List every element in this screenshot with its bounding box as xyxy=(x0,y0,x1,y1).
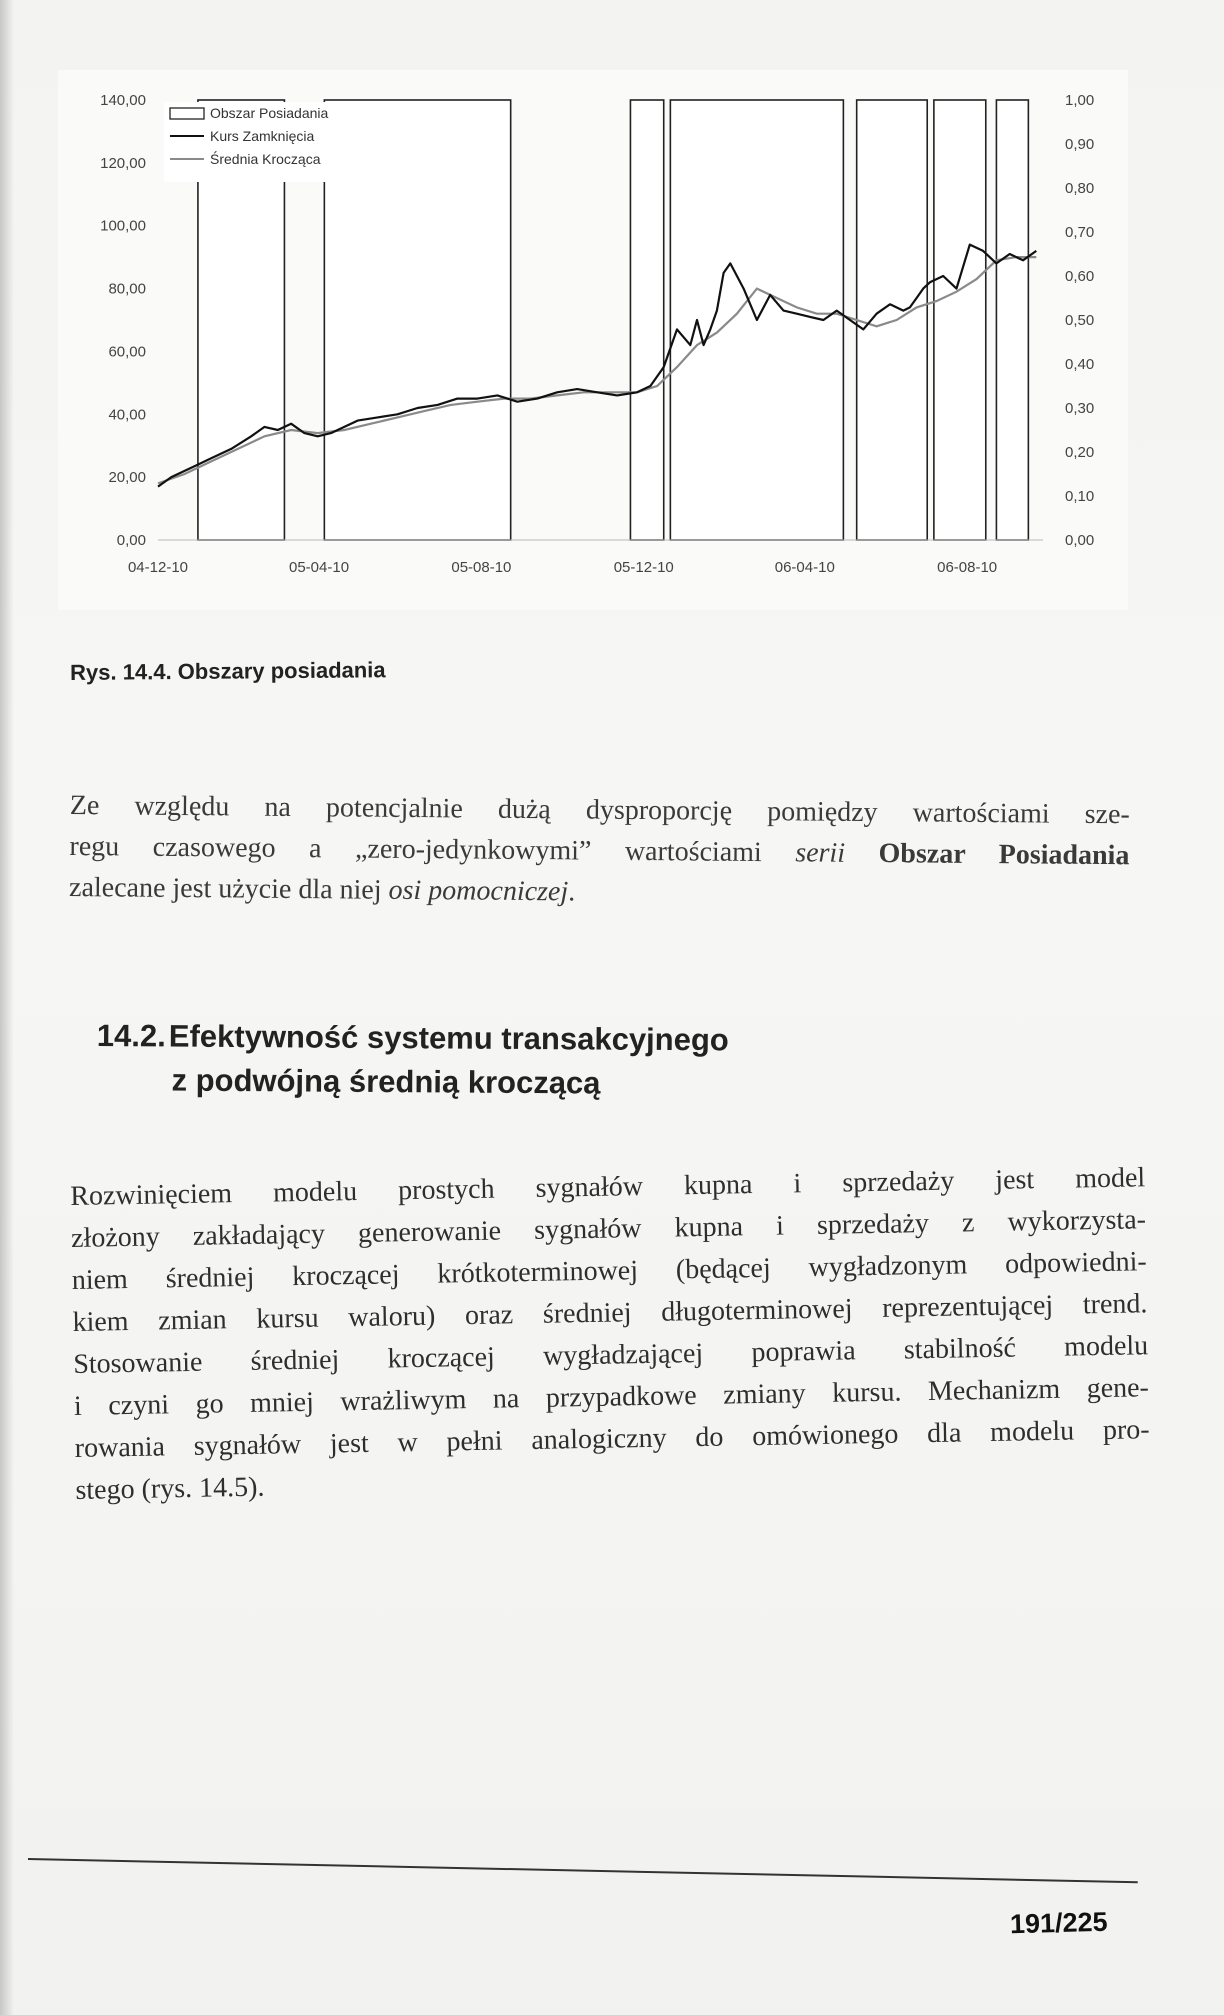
holding-area-6 xyxy=(996,100,1028,540)
text-run: . xyxy=(568,876,576,908)
y2-tick-label: 0,00 xyxy=(1065,532,1095,549)
paragraph-line: Ze względu na potencjalnie dużą dysproporcję pomiędzy wartościami sze- xyxy=(69,789,1130,831)
paragraph-double-ma xyxy=(70,1157,1151,1512)
paragraph-line: stego (rys. 14.5). xyxy=(75,1471,265,1506)
x-tick-label: 05-08-10 xyxy=(451,559,512,576)
x-tick-label: 06-04-10 xyxy=(774,559,835,576)
y2-tick-label: 0,30 xyxy=(1065,400,1095,417)
y2-tick-label: 0,40 xyxy=(1065,356,1095,373)
holding-area-2 xyxy=(630,100,663,540)
paragraph-line: rowania sygnałów jest w pełni analogiczny do omówionego dla modelu pro- xyxy=(74,1414,1150,1464)
section-title-line1: Efektywność systemu transakcyjnego xyxy=(168,1018,729,1058)
paragraph-axis-note xyxy=(69,785,1130,917)
y-tick-label: 100,00 xyxy=(100,217,146,235)
paragraph-line: Rozwinięciem modelu prostych sygnałów kupna i sprzedaży jest model xyxy=(70,1162,1146,1212)
section-title-line2: z podwójną średnią kroczącą xyxy=(171,1062,601,1101)
chart-legend xyxy=(164,102,364,182)
y-tick-label: 20,00 xyxy=(108,469,146,487)
x-tick-label: 06-08-10 xyxy=(937,559,998,576)
x-axis-ticks xyxy=(128,559,997,576)
legend-label: Kurs Zamknięcia xyxy=(210,128,315,144)
paragraph-line: kiem zmian kursu waloru) oraz średniej długoterminowej reprezentującej trend. xyxy=(72,1288,1148,1338)
text-run: regu czasowego a „zero-jedynkowymi” wartościami xyxy=(69,830,796,869)
paragraph-line: niem średniej kroczącej krótkoterminowej (będącej wygładzonym odpowiedni- xyxy=(71,1246,1147,1296)
footer-rule xyxy=(28,1858,1138,1883)
holding-area-5 xyxy=(934,100,986,540)
legend-area-swatch xyxy=(170,108,204,119)
y-axis-ticks xyxy=(100,92,146,549)
y2-tick-label: 0,50 xyxy=(1065,312,1095,329)
x-tick-label: 05-04-10 xyxy=(289,559,350,576)
y2-tick-label: 0,20 xyxy=(1065,444,1095,461)
y2-tick-label: 0,70 xyxy=(1065,224,1095,241)
chart-canvas xyxy=(58,70,1128,610)
legend-label: Obszar Posiadania xyxy=(210,105,329,121)
section-number: 14.2. xyxy=(96,1017,166,1054)
x-tick-label: 05-12-10 xyxy=(613,559,674,576)
y2-tick-label: 0,90 xyxy=(1065,136,1095,153)
legend-label: Średnia Krocząca xyxy=(210,151,321,167)
y2-tick-label: 0,80 xyxy=(1065,180,1095,197)
figure-title: Obszary posiadania xyxy=(177,657,386,685)
page-gutter-shadow xyxy=(0,0,14,2015)
y-tick-label: 120,00 xyxy=(100,154,146,172)
y-tick-label: 80,00 xyxy=(108,280,146,298)
paragraph-line: i czyni go mniej wrażliwym na przypadkowe zmiany kursu. Mechanizm gene- xyxy=(73,1372,1150,1422)
paragraph-line: złożony zakładający generowanie sygnałów kupna i sprzedaży z wykorzysta- xyxy=(70,1204,1147,1254)
figure-caption xyxy=(70,657,386,686)
y-tick-label: 0,00 xyxy=(116,532,146,549)
emphasis-text: serii xyxy=(795,837,846,869)
figure-label: Rys. 14.4. xyxy=(70,659,172,685)
y2-tick-label: 0,60 xyxy=(1065,268,1095,285)
text-run: zalecane jest użycie dla niej xyxy=(68,871,389,906)
section-heading xyxy=(96,1014,729,1106)
holding-area-chart xyxy=(58,70,1128,610)
y2-tick-label: 1,00 xyxy=(1065,92,1095,109)
y2-tick-label: 0,10 xyxy=(1065,488,1095,505)
y-tick-label: 140,00 xyxy=(100,92,146,109)
page-number: 191/225 xyxy=(1009,1906,1108,1940)
y2-axis-ticks xyxy=(1065,92,1094,549)
paragraph-line: Stosowanie średniej kroczącej wygładzającej poprawia stabilność modelu xyxy=(73,1330,1149,1380)
y-tick-label: 60,00 xyxy=(108,343,146,361)
series-name-text: Obszar Posiadania xyxy=(878,838,1130,872)
x-tick-label: 04-12-10 xyxy=(127,559,189,576)
holding-area-4 xyxy=(857,100,928,540)
emphasis-text: osi pomocniczej xyxy=(388,874,569,908)
y-tick-label: 40,00 xyxy=(108,406,146,424)
